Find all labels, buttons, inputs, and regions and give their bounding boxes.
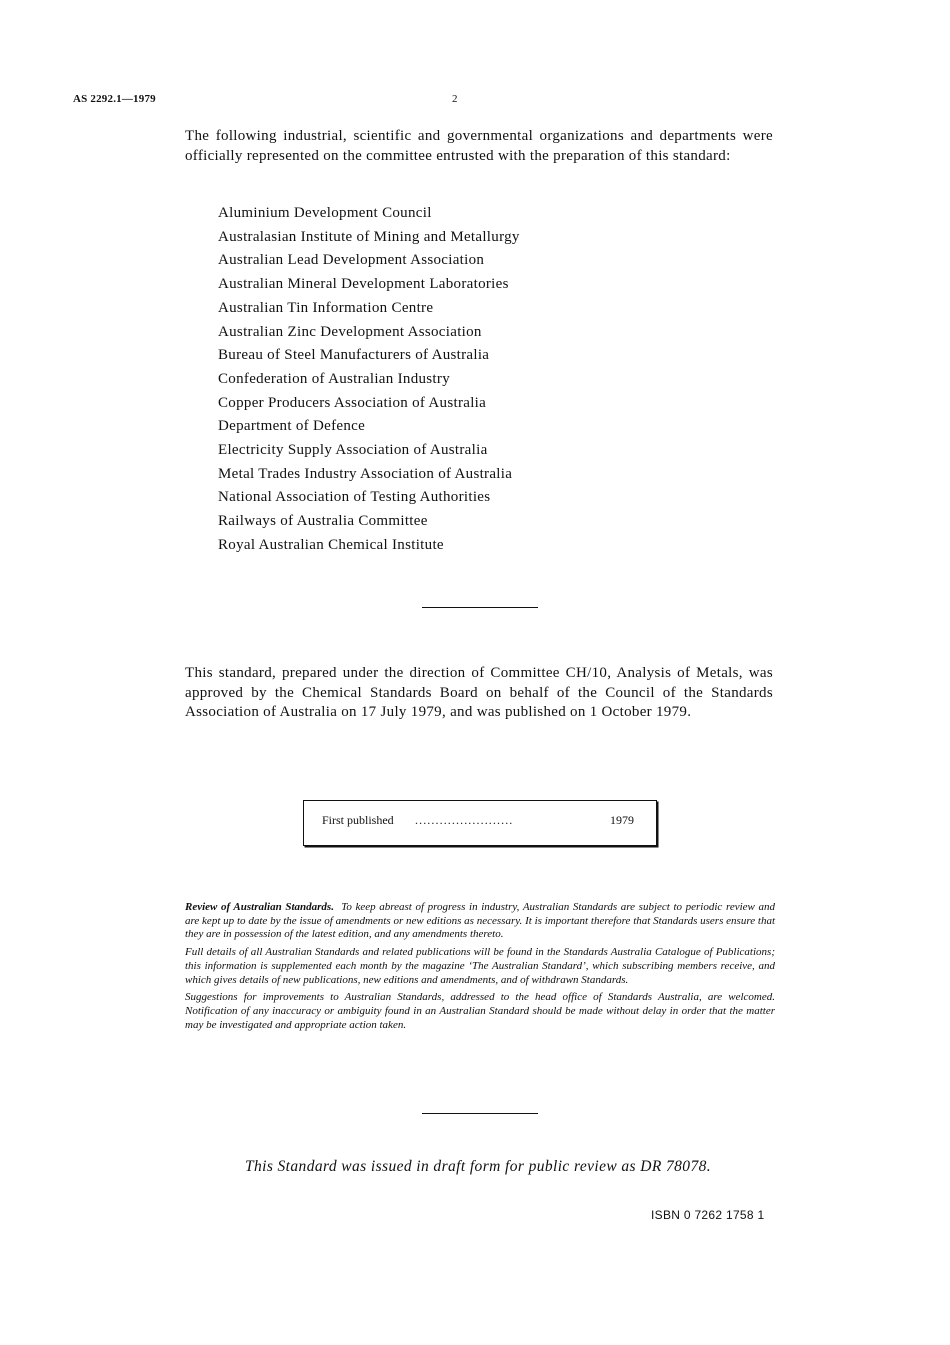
first-published-year: 1979 bbox=[610, 813, 634, 827]
review-paragraph-2: Full details of all Australian Standards and related publications will be found in the Standards Australia Catalogue of Publications; this information is supplemented each month by the magazine ‘The Australian Standard’, which subscribing members receive, and which gives details of new publications, new editions and amendments, and of withdrawn Standards. bbox=[185, 946, 775, 986]
organization-item: Australian Tin Information Centre bbox=[218, 299, 434, 316]
organization-item: Australasian Institute of Mining and Metallurgy bbox=[218, 228, 520, 245]
organization-item: Australian Zinc Development Association bbox=[218, 323, 482, 340]
dot-leader: ........................ bbox=[415, 813, 514, 827]
organization-item: Aluminium Development Council bbox=[218, 205, 432, 221]
organization-item: Copper Producers Association of Australia bbox=[218, 394, 487, 411]
organization-item: Bureau of Steel Manufacturers of Australia bbox=[218, 347, 490, 364]
review-paragraph-3: Suggestions for improvements to Australian Standards, addressed to the head office of Standards Australia, are welcomed. Notification of any inaccuracy or ambiguity found in an Australian Standard should be made without delay in order that the matter may be investigated and appropriate action taken. bbox=[185, 991, 775, 1031]
draft-note: This Standard was issued in draft form for public review as DR 78078. bbox=[244, 1158, 712, 1175]
review-notice bbox=[185, 901, 775, 1036]
document-code: AS 2292.1—1979 bbox=[73, 93, 156, 105]
approval-paragraph: This standard, prepared under the direction of Committee CH/10, Analysis of Metals, was approved by the Chemical Standards Board on behalf of the Council of the Standards Association of Australia on 17 July 1979, and was published on 1 October 1979. bbox=[185, 665, 773, 720]
section-divider bbox=[422, 1113, 538, 1114]
review-heading: Review of Australian Standards. bbox=[185, 901, 334, 913]
section-divider bbox=[422, 607, 538, 608]
organization-item: Australian Lead Development Association bbox=[218, 252, 485, 269]
organization-item: Department of Defence bbox=[218, 418, 366, 435]
page-number: 2 bbox=[452, 93, 458, 105]
organization-item: Electricity Supply Association of Australia bbox=[218, 442, 488, 459]
organization-item: Royal Australian Chemical Institute bbox=[218, 536, 444, 553]
first-published-label: First published bbox=[322, 813, 394, 827]
organization-item: Railways of Australia Committee bbox=[218, 513, 428, 530]
isbn: ISBN 0 7262 1758 1 bbox=[651, 1208, 765, 1222]
review-text-1: To keep abreast of progress in industry, Australian Standards are subject to periodic review and are kept up to date by the issue of amendments or new editions as necessary. It is important therefore that Standards users ensure that they are in possession of the latest edition, and any amendments thereto. bbox=[185, 901, 775, 941]
first-published-box bbox=[303, 800, 657, 846]
review-paragraph-1 bbox=[185, 901, 775, 942]
committee-intro-paragraph: The following industrial, scientific and governmental organizations and departments were officially represented on the committee entrusted with the preparation of this standard: bbox=[185, 128, 773, 164]
organization-item: Australian Mineral Development Laboratories bbox=[218, 276, 509, 293]
organization-item: National Association of Testing Authorities bbox=[218, 489, 491, 506]
organization-item: Confederation of Australian Industry bbox=[218, 370, 450, 387]
organization-list bbox=[218, 202, 520, 558]
organization-item: Metal Trades Industry Association of Australia bbox=[218, 465, 513, 482]
